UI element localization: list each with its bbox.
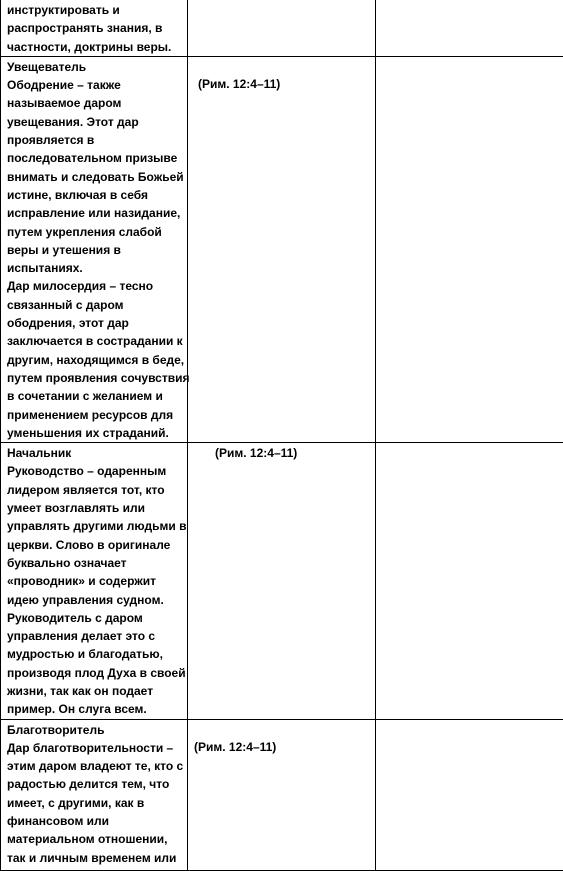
gift-description-cell <box>1 719 188 870</box>
description-line: в сочетании с желанием и <box>7 387 185 405</box>
description-line: имеет, с другими, как в <box>7 794 185 812</box>
description-line: жизни, так как он подает <box>7 682 185 700</box>
description-line: увещевания. Этот дар <box>7 113 185 131</box>
gift-description-cell <box>1 443 188 719</box>
description-line: веры и утешения в <box>7 241 185 259</box>
description-line: заключается в сострадании к <box>7 332 185 350</box>
description-line: идею управления судном. <box>7 591 185 609</box>
description-line: Ободрение – также <box>7 76 185 94</box>
scripture-reference: (Рим. 12:4–11) <box>188 57 375 94</box>
description-line: частности, доктрины веры. <box>7 38 185 56</box>
description-line: лидером является тот, кто <box>7 481 185 499</box>
description-line: распространять знания, в <box>7 19 185 37</box>
description-line: Дар милосердия – тесно <box>7 277 185 295</box>
description-line: внимать и следовать Божьей <box>7 168 185 186</box>
gift-description <box>1 0 187 56</box>
description-line: умеет возглавлять или <box>7 499 185 517</box>
gift-description <box>1 57 187 442</box>
scripture-reference-cell <box>188 0 376 56</box>
description-line: пример. Он слуга всем. <box>7 700 185 718</box>
description-line: церкви. Слово в оригинале <box>7 536 185 554</box>
scripture-reference: (Рим. 12:4–11) <box>188 720 375 757</box>
description-line: производя плод Духа в своей <box>7 664 185 682</box>
gift-description-cell <box>1 56 188 442</box>
description-line: другим, находящимся в беде, <box>7 351 185 369</box>
notes-cell <box>376 443 563 719</box>
description-line: этим даром владеют те, кто с <box>7 757 185 775</box>
description-line: инструктировать и <box>7 1 185 19</box>
description-line: Руководитель с даром <box>7 609 185 627</box>
scripture-reference-cell <box>188 56 376 442</box>
description-line: управления делает это с <box>7 627 185 645</box>
description-line: связанный с даром <box>7 296 185 314</box>
gift-title: Увещеватель <box>7 58 185 76</box>
description-line: управлять другими людьми в <box>7 517 185 535</box>
gift-description <box>1 443 187 718</box>
gift-description <box>1 720 187 867</box>
description-line: последовательном призыве <box>7 149 185 167</box>
description-line: называемое даром <box>7 94 185 112</box>
description-line: финансовом или <box>7 812 185 830</box>
description-line: проявляется в <box>7 131 185 149</box>
description-line: Дар благотворительности – <box>7 739 185 757</box>
notes-cell <box>376 719 563 870</box>
description-line: исправление или назидание, <box>7 204 185 222</box>
table-row <box>1 719 563 870</box>
gift-title: Начальник <box>7 444 185 462</box>
description-line: истине, включая в себя <box>7 186 185 204</box>
description-line: Руководство – одаренным <box>7 462 185 480</box>
table-row <box>1 0 563 56</box>
description-line: путем укрепления слабой <box>7 223 185 241</box>
scripture-reference: (Рим. 12:4–11) <box>188 443 375 462</box>
scripture-reference-cell <box>188 719 376 870</box>
gift-title: Благотворитель <box>7 721 185 739</box>
description-line: «проводник» и содержит <box>7 572 185 590</box>
description-line: так и личным временем или <box>7 849 185 867</box>
description-line: радостью делится тем, что <box>7 775 185 793</box>
notes-cell <box>376 0 563 56</box>
description-line: применением ресурсов для <box>7 406 185 424</box>
description-line: испытаниях. <box>7 259 185 277</box>
description-line: путем проявления сочувствия <box>7 369 185 387</box>
notes-cell <box>376 56 563 442</box>
description-line: ободрения, этот дар <box>7 314 185 332</box>
description-line: мудростью и благодатью, <box>7 645 185 663</box>
gift-description-cell <box>1 0 188 56</box>
description-line: уменьшения их страданий. <box>7 424 185 442</box>
table-row <box>1 443 563 719</box>
scripture-reference-cell <box>188 443 376 719</box>
description-line: материальном отношении, <box>7 830 185 848</box>
description-line: буквально означает <box>7 554 185 572</box>
table-row <box>1 56 563 442</box>
